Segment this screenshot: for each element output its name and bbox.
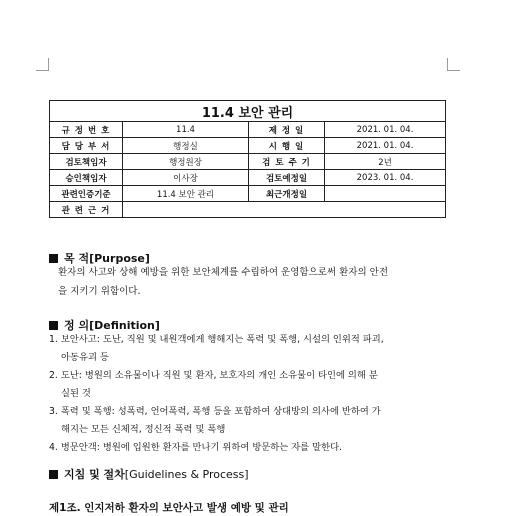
purpose-text [49, 263, 468, 301]
label-related-standard: 관련인증기준 [50, 186, 123, 202]
table-row [50, 202, 446, 218]
crop-mark-top-right [447, 58, 460, 71]
value-review-cycle: 2년 [325, 154, 446, 170]
list-item: 3. 폭력 및 폭행: 성폭력, 언어폭력, 폭행 등을 포함하여 상대방의 의사에 반하여 가 해지는 모든 신체적, 정신적 폭력 및 폭행 [49, 406, 381, 435]
label-related-basis: 관 련 근 거 [50, 202, 123, 218]
square-bullet-icon [49, 470, 58, 479]
definition-heading: 정 의[Definition] [49, 317, 160, 333]
table-row [50, 154, 446, 170]
label-review-cycle: 검 토 주 기 [249, 154, 325, 170]
value-related-standard: 11.4 보안 관리 [123, 186, 249, 202]
value-reviewer: 행정원장 [123, 154, 249, 170]
value-last-revision-date [325, 186, 446, 202]
definition-list [49, 331, 459, 457]
label-regulation-number: 규 정 번 호 [50, 122, 123, 138]
label-department: 담 당 부 서 [50, 138, 123, 154]
value-approver: 이사장 [123, 170, 249, 186]
table-row [50, 138, 446, 154]
table-row [50, 122, 446, 138]
purpose-line-1: 환자의 사고와 상해 예방을 위한 보안체계를 수립하여 운영함으로써 환자의 안전 [58, 267, 389, 278]
purpose-line-2: 을 지키기 위함이다. [58, 286, 141, 297]
document-title: 11.4 보안 관리 [50, 101, 446, 122]
crop-mark-top-left [36, 58, 49, 71]
value-next-review-date: 2023. 01. 04. [325, 170, 446, 186]
guidelines-heading: 지침 및 절차[Guidelines & Process] [49, 466, 249, 482]
label-last-revision-date: 최근개정일 [249, 186, 325, 202]
purpose-heading: 목 적[Purpose] [49, 250, 150, 266]
document-info-table [49, 100, 446, 218]
label-approver: 승인책임자 [50, 170, 123, 186]
list-item: 1. 보안사고: 도난, 직원 및 내원객에게 행해지는 폭력 및 폭행, 시설의 인위적 파괴, 아동유괴 등 [49, 334, 384, 363]
label-next-review-date: 검토예정일 [249, 170, 325, 186]
value-effective-date: 2021. 01. 04. [325, 138, 446, 154]
article-1-heading: 제1조. 인지저하 환자의 보안사고 발생 예방 및 관리 [49, 502, 289, 514]
value-related-basis [123, 202, 446, 218]
label-reviewer: 검토책임자 [50, 154, 123, 170]
list-item: 2. 도난: 병원의 소유물이나 직원 및 환자, 보호자의 개인 소유물이 타인에 의해 분 실된 것 [49, 370, 378, 399]
table-row [50, 186, 446, 202]
value-regulation-number: 11.4 [123, 122, 249, 138]
value-enactment-date: 2021. 01. 04. [325, 122, 446, 138]
square-bullet-icon [49, 321, 58, 330]
value-department: 행정실 [123, 138, 249, 154]
list-item: 4. 병문안객: 병원에 입원한 환자를 만나기 위하여 방문하는 자를 말한다. [49, 442, 343, 453]
label-enactment-date: 제 정 일 [249, 122, 325, 138]
label-effective-date: 시 행 일 [249, 138, 325, 154]
square-bullet-icon [49, 254, 58, 263]
table-row [50, 170, 446, 186]
